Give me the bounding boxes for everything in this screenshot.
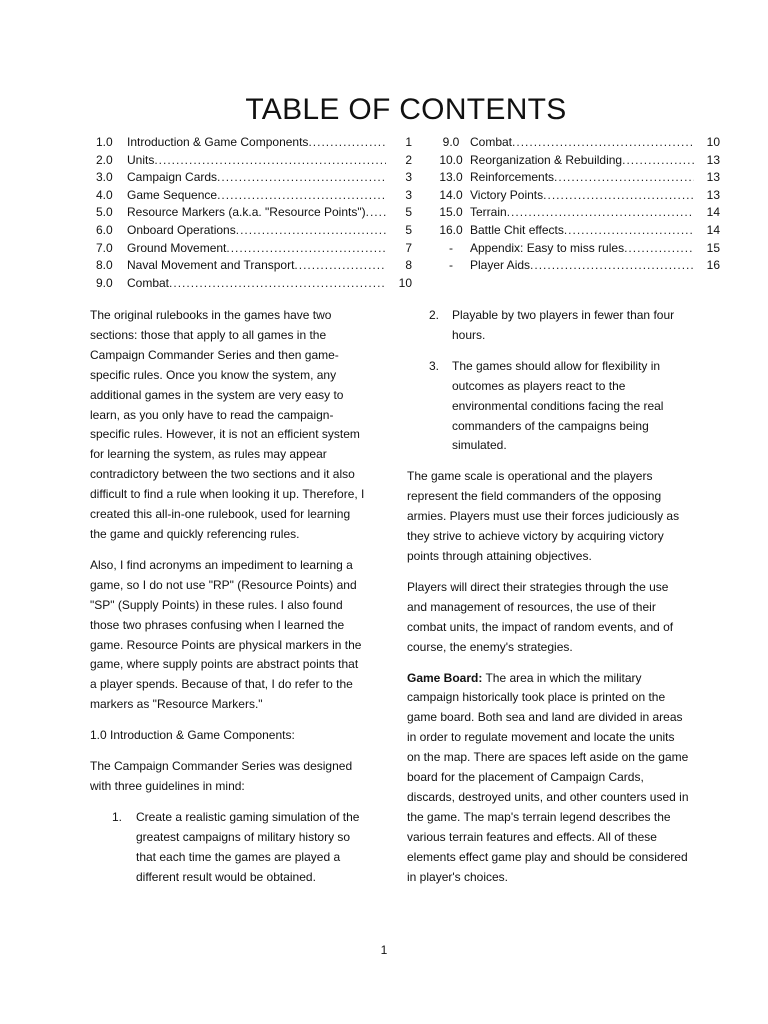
toc-title: Units — [127, 152, 155, 167]
guideline-item — [407, 306, 689, 346]
toc-page: 14 — [706, 205, 720, 220]
toc-title: Campaign Cards — [127, 170, 218, 185]
toc-leader-dots — [217, 187, 386, 205]
item-text: Playable by two players in fewer than four hours. — [452, 308, 675, 342]
toc-page: 3 — [405, 170, 412, 185]
toc-title: Resource Markers (a.k.a. "Resource Points") — [127, 205, 366, 220]
toc-entry — [96, 134, 412, 152]
game-board-text: The area in which the military campaign historically took place is printed on the game board. Both sea and land are divided in areas in order to regulate movement and locate the units on the map. There are spaces left aside on the game board for the placement of Campaign Cards, discards, destroyed units, and other counters used in the game. The map's terrain legend describes the various terrain features and effects. All of these elements effect game play and should be considered in player's choices. — [407, 670, 689, 884]
toc-entry — [432, 240, 720, 258]
toc-title: Combat — [127, 275, 170, 290]
toc-page: 2 — [405, 152, 412, 167]
toc-leader-dots — [217, 169, 386, 187]
toc-page: 8 — [405, 258, 412, 273]
item-text: Create a realistic gaming simulation of the greatest campaigns of military history so that each time the games are played a different result would be obtained. — [136, 809, 360, 884]
toc-entry — [432, 152, 720, 170]
page-number: 1 — [380, 943, 388, 957]
toc-number: 1.0 — [96, 135, 113, 149]
toc-leader-dots — [622, 152, 694, 170]
toc-page: 5 — [405, 222, 412, 237]
toc-page: 10 — [706, 135, 720, 149]
toc-number: 2.0 — [96, 152, 113, 167]
toc-entry — [96, 240, 412, 258]
toc-right-column — [432, 134, 720, 275]
toc-title: Terrain — [470, 205, 507, 220]
guideline-item — [407, 357, 689, 457]
toc-leader-dots — [294, 257, 386, 275]
toc-entry — [96, 169, 412, 187]
toc-title: Combat — [470, 135, 513, 149]
toc-title: Reinforcements — [470, 170, 555, 185]
toc-page: 14 — [706, 222, 720, 237]
toc-number: 4.0 — [96, 187, 113, 202]
game-board-lead: Game Board: — [407, 670, 483, 685]
toc-entry — [432, 134, 720, 152]
toc-number: 6.0 — [96, 222, 113, 237]
toc-entry — [432, 169, 720, 187]
intro-paragraph: The original rulebooks in the games have two sections: those that apply to all games in the Campaign Commander Series and then game-specific rules. Once you know the system, any additional games in the system are very easy to learn, as you only have to read the campaign-specific rules. However, it is not an efficient system for learning the system, as rules may appear contradictory between the two sections and it also difficult to find a rule when looking it up. Therefore, I created this all-in-one rulebook, used for learning the game and quickly referencing rules. — [90, 308, 365, 541]
toc-leader-dots — [154, 152, 386, 170]
toc-entry — [432, 222, 720, 240]
toc-page: 10 — [398, 275, 412, 290]
item-text: The games should allow for flexibility in outcomes as players react to the environmental conditions facing the real commanders of the campaigns being simulated. — [452, 358, 664, 453]
toc-page: 3 — [405, 187, 412, 202]
toc-entry — [96, 275, 412, 293]
toc-entry — [432, 257, 720, 275]
toc-number: 5.0 — [96, 205, 113, 220]
toc-page: 15 — [706, 240, 720, 255]
toc-leader-dots — [554, 169, 694, 187]
toc-entry — [96, 187, 412, 205]
toc-number: 16.0 — [439, 222, 463, 237]
toc-page: 13 — [706, 152, 720, 167]
toc-page: 5 — [405, 205, 412, 220]
toc-entry — [432, 187, 720, 205]
toc-title: Victory Points — [470, 187, 544, 202]
toc-leader-dots — [507, 204, 694, 222]
page-title: TABLE OF CONTENTS — [245, 93, 567, 126]
toc-number: 9.0 — [96, 275, 113, 290]
toc-title: Battle Chit effects — [470, 222, 564, 237]
toc-title: Reorganization & Rebuilding — [470, 152, 623, 167]
guidelines-intro: The Campaign Commander Series was designed with three guidelines in mind: — [90, 759, 353, 793]
toc-leader-dots — [366, 204, 386, 222]
game-board-paragraph — [407, 669, 689, 888]
toc-number: 10.0 — [439, 152, 463, 167]
toc-leader-dots — [530, 257, 694, 275]
toc-number: - — [449, 240, 453, 255]
toc-leader-dots — [308, 134, 386, 152]
toc-title: Game Sequence — [127, 187, 218, 202]
toc-page: 16 — [706, 258, 720, 273]
toc-entry — [96, 152, 412, 170]
toc-title: Introduction & Game Components — [127, 135, 309, 149]
toc-leader-dots — [624, 240, 694, 258]
toc-entry — [96, 204, 412, 222]
section-heading: 1.0 Introduction & Game Components: — [90, 728, 295, 743]
item-number: 2. — [429, 308, 440, 322]
strategies-paragraph: Players will direct their strategies through the use and management of resources, the use of their combat units, the impact of random events, and of course, the enemy's strategies. — [407, 579, 674, 654]
acronyms-paragraph: Also, I find acronyms an impediment to learning a game, so I do not use "RP" (Resource Points) and "SP" (Supply Points) in these rules. I also found those two phrases confusing when I learned the game. Resource Points are physical markers in the game, where supply points are abstract points that a player spends. Because of that, I do refer to the markers as "Resource Markers." — [90, 557, 362, 712]
toc-page: 1 — [405, 135, 412, 149]
toc-entry — [432, 204, 720, 222]
left-text-column — [90, 306, 366, 898]
toc-number: 13.0 — [439, 170, 463, 185]
toc-number: 8.0 — [96, 258, 113, 273]
toc-leader-dots — [169, 275, 386, 293]
toc-number: 15.0 — [439, 205, 463, 220]
game-scale-paragraph: The game scale is operational and the players represent the field commanders of the opposing armies. Players must use their forces judiciously as they strive to achieve victory by acquiring victory points through attaining objectives. — [407, 469, 680, 563]
toc-title: Onboard Operations — [127, 222, 236, 237]
toc-number: 14.0 — [439, 187, 463, 202]
toc-number: - — [449, 258, 453, 273]
toc-title: Ground Movement — [127, 240, 227, 255]
toc-leader-dots — [236, 222, 386, 240]
toc-left-column — [96, 134, 412, 292]
toc-number: 3.0 — [96, 170, 113, 185]
toc-leader-dots — [512, 134, 694, 152]
toc-entry — [96, 257, 412, 275]
toc-page: 13 — [706, 170, 720, 185]
toc-title: Player Aids — [470, 258, 531, 273]
toc-title: Appendix: Easy to miss rules — [470, 240, 625, 255]
toc-leader-dots — [226, 240, 386, 258]
toc-entry — [96, 222, 412, 240]
right-text-column — [407, 306, 689, 898]
toc-leader-dots — [543, 187, 694, 205]
toc-title: Naval Movement and Transport — [127, 258, 295, 273]
item-number: 1. — [112, 809, 123, 824]
toc-page: 7 — [405, 240, 412, 255]
guideline-item — [90, 808, 366, 888]
toc-number: 7.0 — [96, 240, 113, 255]
toc-number: 9.0 — [442, 135, 460, 149]
toc-leader-dots — [564, 222, 694, 240]
toc-page: 13 — [706, 187, 720, 202]
item-number: 3. — [429, 358, 440, 373]
